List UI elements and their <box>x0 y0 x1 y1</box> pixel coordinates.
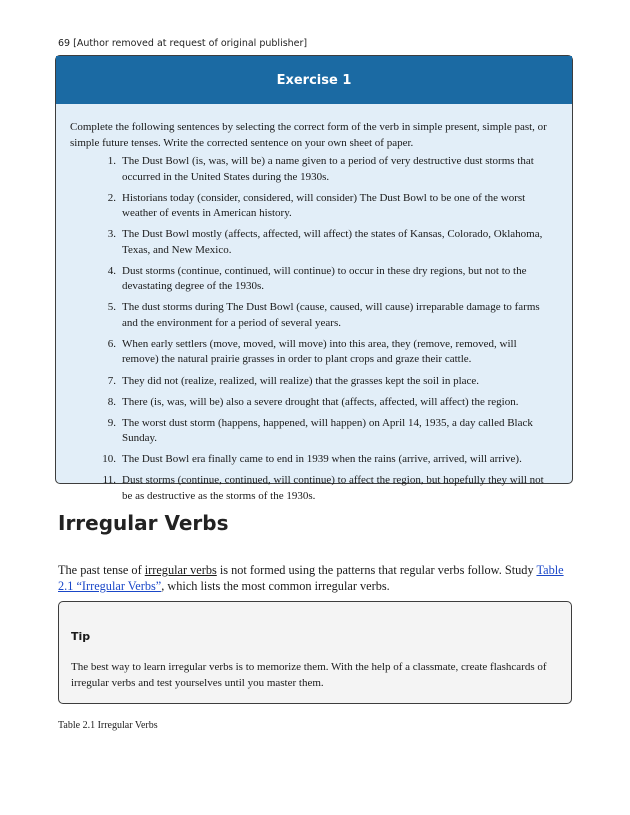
exercise-item-number: 11. <box>102 474 116 487</box>
exercise-item-text: The dust storms during The Dust Bowl (cause, caused, will cause) irreparable damage to farms and the environment for a period of several years. <box>122 301 540 329</box>
section-title: Irregular Verbs <box>58 511 229 535</box>
exercise-item <box>56 337 572 368</box>
exercise-item <box>56 264 572 295</box>
exercise-item-text: The Dust Bowl (is, was, will be) a name given to a period of very destructive dust storms that occurred in the United States during the 1930s. <box>122 155 534 183</box>
exercise-item <box>56 154 572 185</box>
exercise-item-text: The Dust Bowl era finally came to end in 1939 when the rains (arrive, arrived, will arrive). <box>122 453 522 466</box>
table-caption: Table 2.1 Irregular Verbs <box>58 720 158 731</box>
exercise-item <box>56 374 572 390</box>
exercise-item-number: 4. <box>107 264 116 277</box>
exercise-item <box>56 473 572 504</box>
exercise-item <box>56 300 572 331</box>
exercise-item-text: They did not (realize, realized, will realize) that the grasses kept the soil in place. <box>122 374 480 387</box>
exercise-item-number: 8. <box>107 395 116 408</box>
exercise-item-text: Dust storms (continue, continued, will continue) to occur in these dry regions, but not to the devastating degree of the 1930s. <box>122 264 527 293</box>
exercise-item <box>56 452 572 468</box>
exercise-item-number: 3. <box>107 228 116 241</box>
exercise-item-number: 10. <box>102 453 116 466</box>
exercise-item-text: When early settlers (move, moved, will move) into this area, they (remove, removed, will remove) the natural prairie grasses in order to plant crops and graze their cattle. <box>122 337 517 366</box>
intro-paragraph <box>58 562 574 594</box>
exercise-item-text: There (is, was, will be) also a severe drought that (affects, affected, will affect) the region. <box>122 395 519 408</box>
exercise-item <box>56 395 572 411</box>
exercise-item-number: 7. <box>107 374 116 387</box>
exercise-title: Exercise 1 <box>56 56 572 104</box>
exercise-list <box>56 154 572 510</box>
table-link[interactable]: Table 2.1 “Irregular Verbs” <box>58 563 564 593</box>
exercise-item-number: 5. <box>107 301 116 314</box>
page-header: 69 [Author removed at request of original publisher] <box>58 38 308 49</box>
exercise-item-number: 2. <box>107 191 116 204</box>
exercise-item <box>56 416 572 447</box>
irregular-verbs-term: irregular verbs <box>144 563 217 577</box>
exercise-item-number: 6. <box>107 337 116 350</box>
exercise-item <box>56 191 572 222</box>
exercise-item-text: Historians today (consider, considered, will consider) The Dust Bowl to be one of the worst weather of events in American history. <box>122 191 526 220</box>
tip-title: Tip <box>71 630 91 643</box>
para-text-before: The past tense of <box>58 563 145 577</box>
tip-box <box>58 601 572 704</box>
exercise-item-number: 1. <box>107 155 116 167</box>
tip-body: The best way to learn irregular verbs is to memorize them. With the help of a classmate, create flashcards of irregular verbs and test yourselves until you master them. <box>71 661 547 689</box>
exercise-intro: Complete the following sentences by selecting the correct form of the verb in simple present, simple past, or simple future tenses. Write the corrected sentence on your own sheet of paper. <box>70 121 547 149</box>
exercise-item <box>56 227 572 258</box>
exercise-item-text: Dust storms (continue, continued, will continue) to affect the region, but hopefully they will not be as destructive as the storms of the 1930s. <box>122 474 544 502</box>
exercise-item-number: 9. <box>107 416 116 429</box>
para-text-after: , which lists the most common irregular verbs. <box>161 579 390 593</box>
para-text-middle: is not formed using the patterns that regular verbs follow. Study <box>216 563 537 577</box>
exercise-box <box>55 55 573 502</box>
exercise-item-text: The Dust Bowl mostly (affects, affected, will affect) the states of Kansas, Colorado, Oklahoma, Texas, and New Mexico. <box>122 228 543 256</box>
exercise-item-text: The worst dust storm (happens, happened, will happen) on April 14, 1935, a day called Black Sunday. <box>122 416 533 445</box>
